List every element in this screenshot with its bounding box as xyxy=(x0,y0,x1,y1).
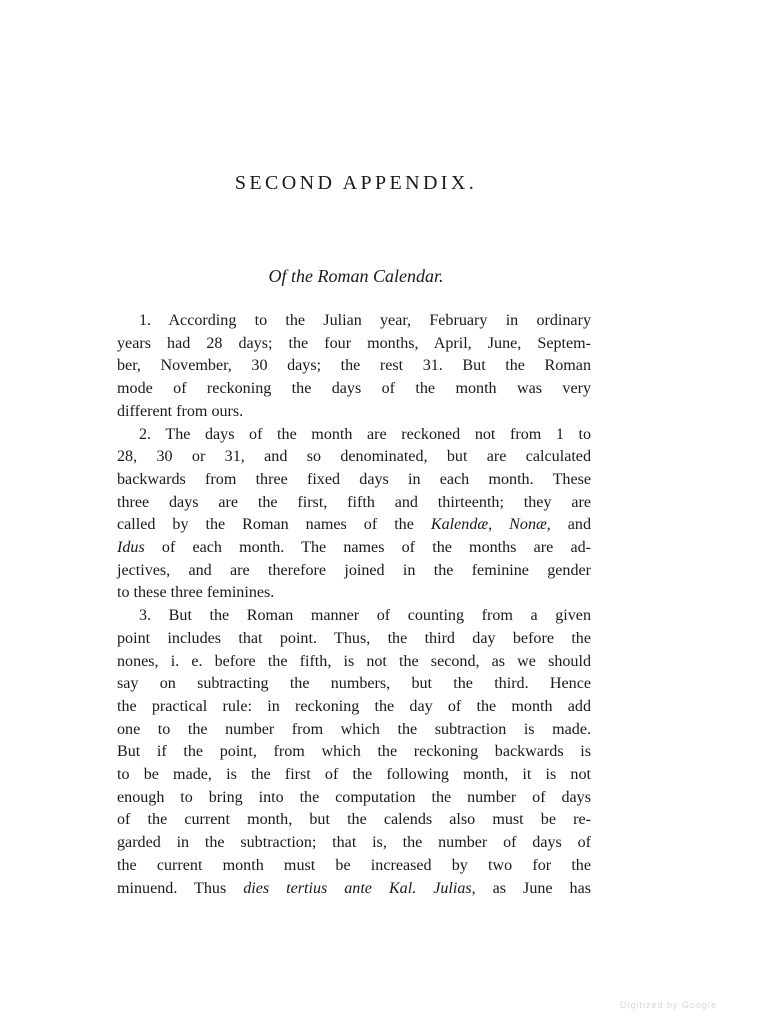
paragraph-3 xyxy=(117,605,591,900)
text-line: But if the point, from which the reckoning backwards is xyxy=(117,743,591,761)
text-line: called by the Roman names of the Kalendæ, Nonæ, and xyxy=(117,516,591,534)
text-line: ber, November, 30 days; the rest 31. But the Roman xyxy=(117,357,591,375)
digitization-watermark: Digitized by Google xyxy=(620,1000,718,1010)
text-line: mode of reckoning the days of the month was very xyxy=(117,380,591,398)
text-line: nones, i. e. before the fifth, is not the second, as we should xyxy=(117,652,591,670)
text-line: minuend. Thus dies tertius ante Kal. Julias, as June has xyxy=(117,879,591,897)
text-line: the current month must be increased by two for the xyxy=(117,856,591,874)
paragraph-1 xyxy=(117,310,591,424)
text-line: 28, 30 or 31, and so denominated, but are calculated xyxy=(117,448,591,466)
text-line: to these three feminines. xyxy=(117,584,275,602)
text-line: 2. The days of the month are reckoned not from 1 to xyxy=(139,425,591,443)
text-line: the practical rule: in reckoning the day of the month add xyxy=(117,697,591,715)
section-title: Of the Roman Calendar. xyxy=(268,266,444,286)
text-line: garded in the subtraction; that is, the number of days of xyxy=(117,834,591,852)
text-line: 1. According to the Julian year, February in ordinary xyxy=(139,312,591,329)
text-line: enough to bring into the computation the number of days xyxy=(117,788,591,806)
text-line: one to the number from which the subtraction is made. xyxy=(117,720,591,738)
page-heading: SECOND APPENDIX. xyxy=(234,172,478,194)
body-text xyxy=(117,310,591,900)
paragraph-2 xyxy=(117,424,591,606)
text-line: of the current month, but the calends also must be re- xyxy=(117,811,591,829)
text-line: Idus of each month. The names of the months are ad- xyxy=(117,539,591,557)
text-line: say on subtracting the numbers, but the third. Hence xyxy=(117,675,591,693)
text-line: years had 28 days; the four months, April, June, Septem- xyxy=(117,334,591,352)
text-line: 3. But the Roman manner of counting from a given xyxy=(139,607,591,625)
text-line: to be made, is the first of the following month, it is not xyxy=(117,766,591,784)
text-line: different from ours. xyxy=(117,402,244,420)
text-line: jectives, and are therefore joined in the feminine gender xyxy=(117,561,591,579)
text-line: point includes that point. Thus, the third day before the xyxy=(117,629,591,647)
text-line: three days are the first, fifth and thirteenth; they are xyxy=(117,493,591,511)
text-line: backwards from three fixed days in each month. These xyxy=(117,470,591,488)
